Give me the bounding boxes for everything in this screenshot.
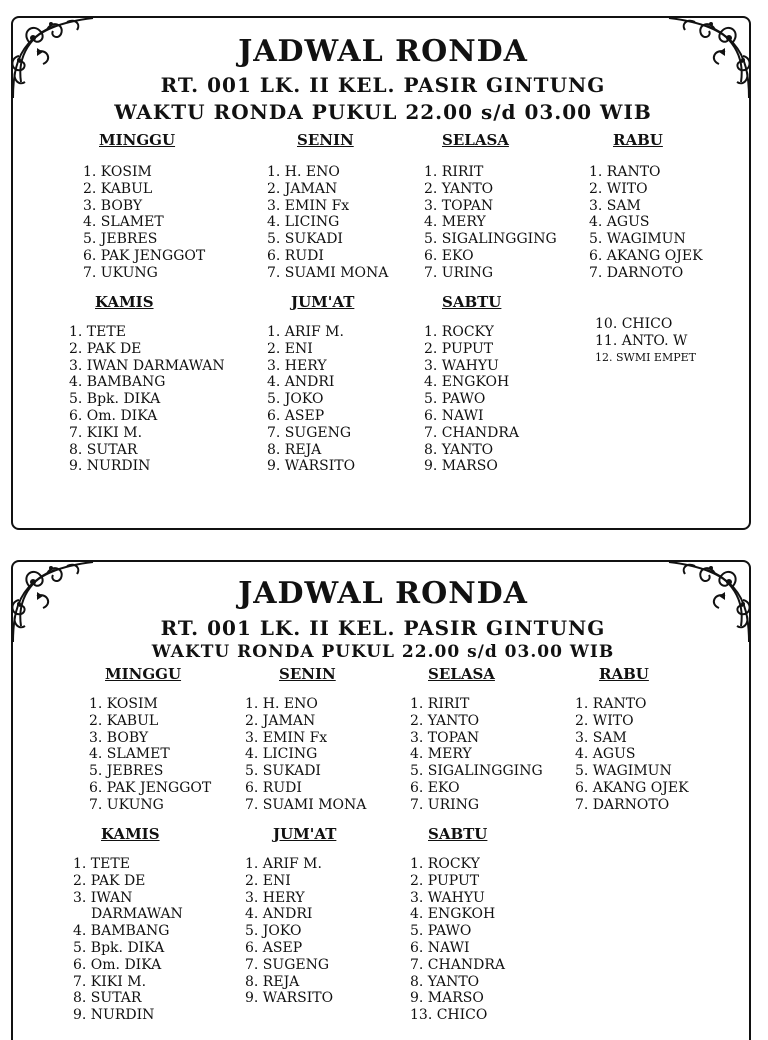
list-item: 5. WAGIMUN [589,231,686,248]
list-item: 6. Om. DIKA [73,956,162,973]
list-item: 7. KIKI M. [73,973,147,990]
list-item: 6. AKANG OJEK [589,247,703,264]
list-item: 2. WITO [575,712,634,729]
list-item: 1. RIRIT [410,696,470,712]
list-item: 4. BAMBANG [73,923,170,940]
list-item: 1. H. ENO [267,164,340,180]
list-item: 1. H. ENO [245,696,318,712]
list-item: 1. ARIF M. [245,856,322,872]
list-item: 6. EKO [410,779,460,796]
list-item: 7. UKUNG [83,264,158,281]
list-item: 3. WAHYU [410,889,485,906]
list-item: 4. SLAMET [83,214,164,231]
list-item: 5. Bpk. DIKA [73,939,165,956]
list-item: 1. TETE [73,856,130,872]
day-column-jumat [267,294,355,475]
list-item: 6. NAWI [424,407,484,424]
list-item: 1. RANTO [589,164,661,180]
extra-list [595,316,696,366]
day-column-minggu [83,132,205,282]
day-column-rabu [575,666,689,814]
list-item: 4. BAMBANG [69,374,166,391]
list-item: 4. LICING [245,746,318,763]
list-item: 1. KOSIM [89,696,158,712]
day-column-minggu [89,666,211,814]
list-item: 3. EMIN Fx [267,197,350,214]
list-item: 4. AGUS [575,746,636,763]
page-title: JADWAL RONDA [238,34,528,69]
page-subtitle: RT. 001 LK. II KEL. PASIR GINTUNG [160,616,606,640]
list-item: 6. NAWI [410,939,470,956]
list-item: 6. Om. DIKA [69,407,158,424]
list-item: 8. YANTO [424,441,494,458]
list-item: DARMAWAN [91,906,183,923]
list-item: 4. SLAMET [89,746,170,763]
day-heading: SABTU [428,825,488,843]
schedule-sheet-1 [11,16,751,530]
list-item: 3. TOPAN [424,197,494,214]
list-item: 7. DARNOTO [589,264,684,281]
list-item: 7. SUAMI MONA [267,264,389,281]
list-item: 4. MERY [424,214,486,231]
day-heading: RABU [599,665,649,683]
list-item: 6. PAK JENGGOT [89,779,212,796]
list-item: 4. ENGKOH [424,374,510,391]
list-item: 3. BOBY [83,197,143,214]
day-heading: SELASA [442,131,509,149]
list-item: 7. URING [424,264,494,281]
list-item: 9. NURDIN [69,458,151,475]
list-item: 6. EKO [424,247,474,264]
list-item: 2. KABUL [89,712,159,729]
list-item: 2. PAK DE [69,340,142,357]
list-item: 3. WAHYU [424,357,499,374]
day-column-kamis [69,294,225,475]
list-item: 7. SUAMI MONA [245,796,367,813]
list-item: 5. SUKADI [245,763,321,780]
list-item: 6. ASEP [267,407,325,424]
list-item: 6. RUDI [267,247,324,264]
list-item: 5. SIGALINGGING [410,763,543,780]
list-item: 7. CHANDRA [410,956,505,973]
list-item: 2. JAMAN [245,712,316,729]
list-item: 2. ENI [267,340,313,357]
day-column-sabtu [410,826,505,1024]
list-item: 1. KOSIM [83,164,152,180]
day-column-jumat [245,825,337,1007]
list-item: 4. LICING [267,214,340,231]
list-item: 4. ANDRI [267,374,335,391]
day-heading: SENIN [297,131,354,149]
list-item: 3. SAM [589,197,641,214]
list-item: 7. KIKI M. [69,424,143,441]
list-item: 5. PAWO [424,391,486,408]
list-item: 1. RIRIT [424,164,484,180]
list-item: 3. EMIN Fx [245,729,328,746]
list-item: 8. SUTAR [69,441,138,458]
day-column-senin [267,132,388,282]
day-heading: KAMIS [95,293,154,311]
list-item: 3. TOPAN [410,729,480,746]
list-item: 1. ARIF M. [267,324,344,340]
day-column-selasa [424,132,557,282]
list-item: 1. TETE [69,324,126,340]
list-item: 5. SUKADI [267,231,343,248]
day-column-selasa [410,666,543,814]
list-item: 3. IWAN DARMAWAN [69,357,225,374]
list-item: 8. REJA [267,441,322,458]
day-heading: JUM'AT [273,825,337,843]
list-item: 5. JEBRES [83,231,158,248]
list-item: 5. SIGALINGGING [424,231,557,248]
list-item: 4. AGUS [589,214,650,231]
day-heading: KAMIS [101,825,160,843]
day-heading: SELASA [428,665,495,683]
day-column-sabtu [424,294,519,475]
list-item: 6. ASEP [245,939,303,956]
list-item: 8. YANTO [410,973,480,990]
list-item: 4. ANDRI [245,906,313,923]
list-item: 9. WARSITO [267,458,356,475]
list-item: 8. REJA [245,973,300,990]
list-item: 2. ENI [245,872,291,889]
day-heading: JUM'AT [291,293,355,311]
list-item: 5. Bpk. DIKA [69,391,161,408]
list-item: 5. JOKO [267,391,324,408]
list-item: 3. HERY [245,889,305,906]
schedule-sheet-2 [11,560,751,1040]
list-item: 4. MERY [410,746,472,763]
list-item: 2. WITO [589,180,648,197]
list-item: 9. WARSITO [245,990,334,1007]
list-item: 6. RUDI [245,779,302,796]
list-item: 2. YANTO [410,712,480,729]
list-item: 7. SUGENG [245,956,330,973]
list-item: 2. YANTO [424,180,494,197]
patrol-time: WAKTU RONDA PUKUL 22.00 s/d 03.00 WIB [114,100,652,124]
day-heading: MINGGU [99,131,176,149]
list-item: 9. NURDIN [73,1007,155,1024]
list-item: 2. PAK DE [73,872,146,889]
day-column-rabu [589,132,703,282]
list-item: 3. IWAN [73,889,133,906]
list-item: 10. CHICO [595,316,673,332]
list-item: 7. SUGENG [267,424,352,441]
list-item: 1. RANTO [575,696,647,712]
list-item: 3. HERY [267,357,327,374]
day-column-senin [245,666,366,814]
list-item: 5. PAWO [410,923,472,940]
list-item: 7. URING [410,796,480,813]
list-item: 11. ANTO. W [595,332,688,349]
list-item: 2. PUPUT [424,340,494,357]
day-heading: MINGGU [105,665,182,683]
list-item: 9. MARSO [424,458,498,475]
list-item: 1. ROCKY [424,324,494,340]
list-item: 2. JAMAN [267,180,338,197]
list-item: 3. SAM [575,729,627,746]
list-item: 6. PAK JENGGOT [83,247,206,264]
day-column-kamis [73,826,183,1024]
page-subtitle: RT. 001 LK. II KEL. PASIR GINTUNG [160,73,606,97]
list-item: 7. UKUNG [89,796,164,813]
list-item: 5. JEBRES [89,763,164,780]
list-item: 12. SWMI EMPET [595,350,696,364]
list-item: 3. BOBY [89,729,149,746]
day-heading: RABU [613,131,663,149]
list-item: 2. PUPUT [410,872,480,889]
list-item: 13. CHICO [410,1007,488,1024]
list-item: 2. KABUL [83,180,153,197]
list-item: 4. ENGKOH [410,906,496,923]
list-item: 5. WAGIMUN [575,763,672,780]
day-heading: SENIN [279,665,336,683]
list-item: 5. JOKO [245,923,302,940]
list-item: 7. DARNOTO [575,796,670,813]
page-title: JADWAL RONDA [238,576,528,611]
patrol-time: WAKTU RONDA PUKUL 22.00 s/d 03.00 WIB [151,642,615,662]
list-item: 7. CHANDRA [424,424,519,441]
list-item: 9. MARSO [410,990,484,1007]
list-item: 8. SUTAR [73,990,142,1007]
day-heading: SABTU [442,293,502,311]
list-item: 1. ROCKY [410,856,480,872]
list-item: 6. AKANG OJEK [575,779,689,796]
